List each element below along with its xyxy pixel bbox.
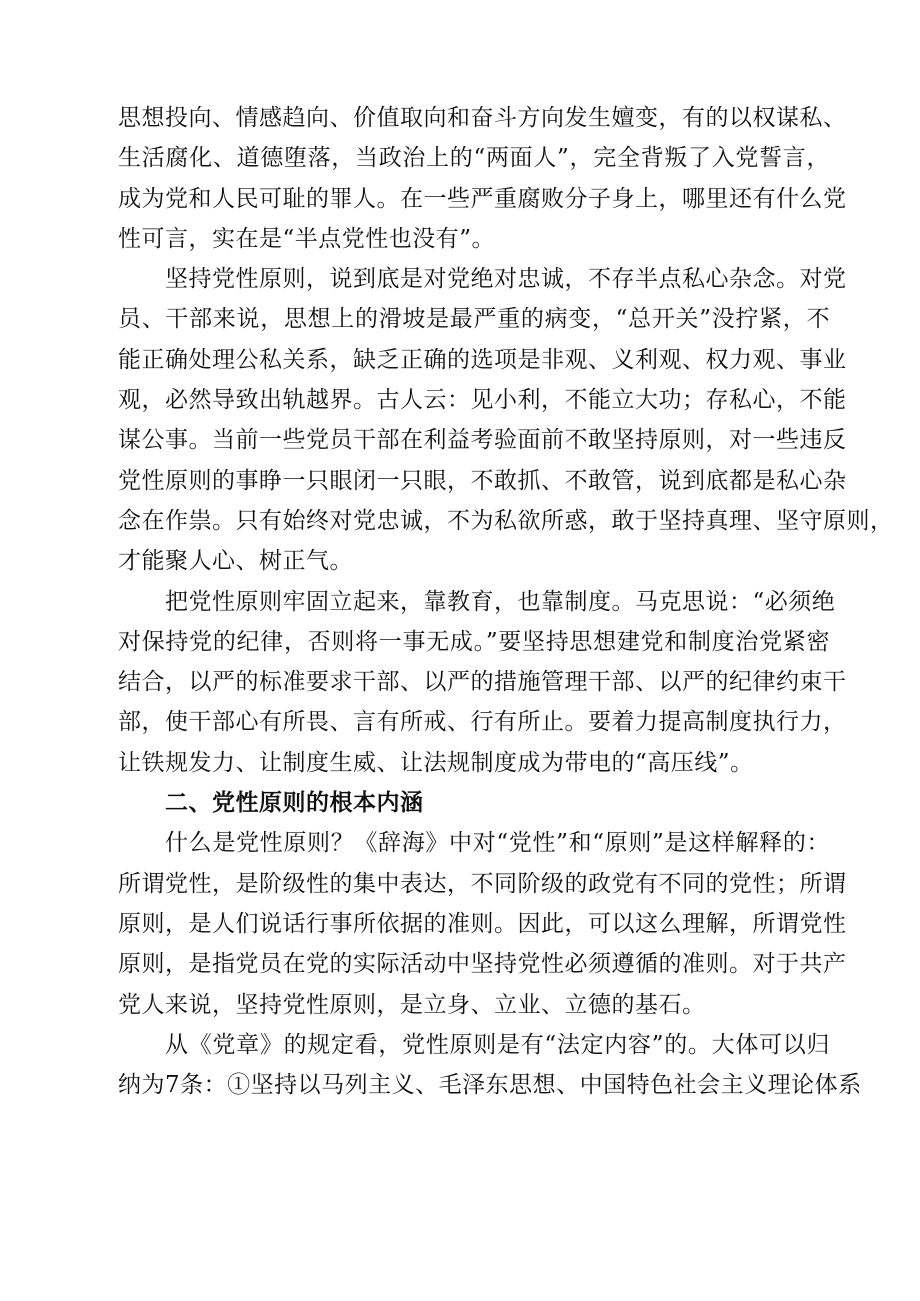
text-line: 原则，是人们说话行事所依据的准则。因此，可以这么理解，所谓党性	[118, 910, 847, 937]
text-line: 才能聚人心、树正气。	[118, 548, 353, 575]
text-line: 把党性原则牢固立起来，靠教育，也靠制度。马克思说：“必须绝	[165, 588, 836, 615]
text-line: 坚持党性原则，说到底是对党绝对忠诚，不存半点私心杂念。对党	[165, 266, 847, 293]
text-line: 什么是党性原则？《辞海》中对“党性”和“原则”是这样解释的：	[165, 830, 830, 857]
text-line: 谋公事。当前一些党员干部在利益考验面前不敢坚持原则，对一些违反	[118, 427, 847, 454]
text-line: 员、干部来说，思想上的滑坡是最严重的病变，“总开关”没拧紧，不	[118, 306, 830, 333]
text-line: 性可言，实在是“半点党性也没有”。	[118, 225, 496, 252]
text-line: 部，使干部心有所畏、言有所戒、行有所止。要着力提高制度执行力，	[118, 709, 847, 736]
text-line: 成为党和人民可耻的罪人。在一些严重腐败分子身上，哪里还有什么党	[118, 185, 847, 212]
text-line: 从《党章》的规定看，党性原则是有“法定内容”的。大体可以归	[165, 1031, 830, 1058]
text-line: 党人来说，坚持党性原则，是立身、立业、立德的基石。	[118, 991, 706, 1018]
text-line: 原则，是指党员在党的实际活动中坚持党性必须遵循的准则。对于共产	[118, 951, 847, 978]
text-line: 让铁规发力、让制度生威、让法规制度成为带电的“高压线”。	[118, 749, 754, 776]
text-line: 念在作祟。只有始终对党忠诚，不为私欲所惑，敢于坚持真理、坚守原则，	[118, 507, 894, 534]
text-line: 党性原则的事睁一只眼闭一只眼，不敢抓、不敢管，说到底都是私心杂	[118, 467, 847, 494]
document-page	[118, 98, 894, 1105]
paragraph-2	[118, 259, 894, 581]
text-line: 能正确处理公私关系，缺乏正确的选项是非观、义利观、权力观、事业	[118, 346, 847, 373]
text-line: 纳为7条：①坚持以马列主义、毛泽东思想、中国特色社会主义理论体系	[118, 1072, 862, 1099]
paragraph-3	[118, 582, 847, 783]
text-line: 所谓党性，是阶级性的集中表达，不同阶级的政党有不同的党性；所谓	[118, 870, 847, 897]
text-line: 对保持党的纪律，否则将一事无成。”要坚持思想建党和制度治党紧密	[118, 628, 830, 655]
section-heading: 二、党性原则的根本内涵	[165, 790, 424, 817]
text-line: 观，必然导致出轨越界。古人云：见小利，不能立大功；存私心，不能	[118, 387, 847, 414]
paragraph-4	[118, 823, 847, 1024]
text-line: 结合，以严的标准要求干部、以严的措施管理干部、以严的纪律约束干	[118, 669, 847, 696]
text-line: 思想投向、情感趋向、价值取向和奋斗方向发生嬗变，有的以权谋私、	[118, 105, 847, 131]
paragraph-1	[118, 98, 847, 259]
text-line: 生活腐化、道德堕落，当政治上的“两面人”，完全背叛了入党誓言，	[118, 145, 830, 172]
paragraph-5	[118, 1025, 862, 1106]
